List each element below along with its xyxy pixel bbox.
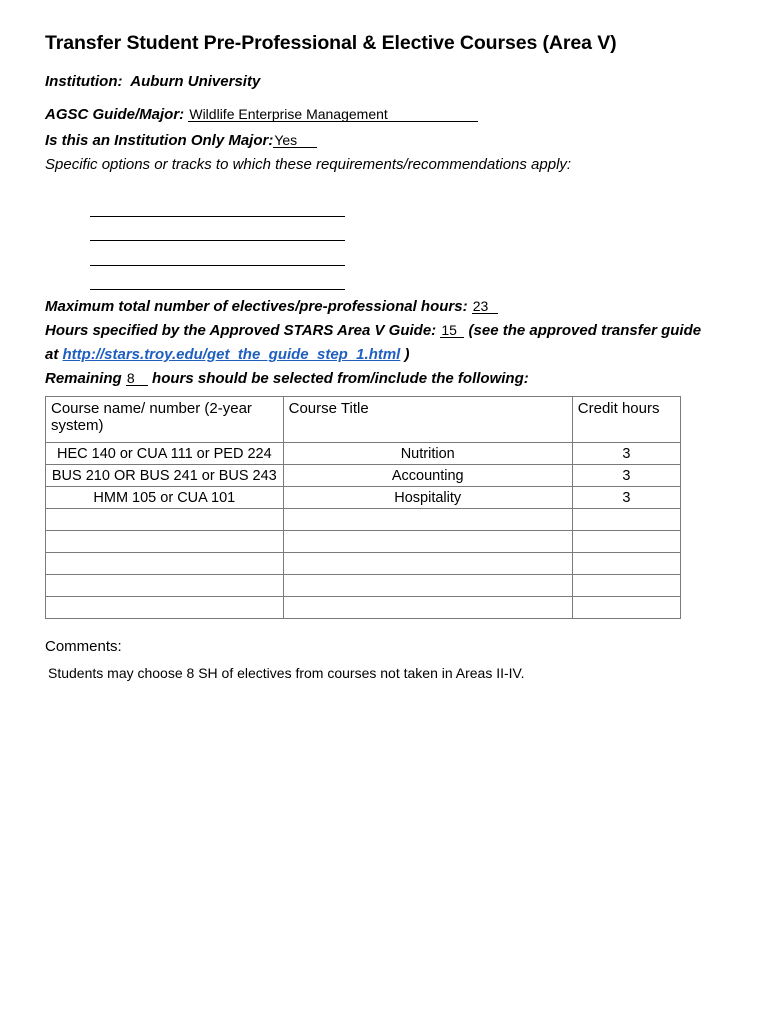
option-line[interactable] bbox=[90, 266, 345, 291]
institution-only-line bbox=[45, 132, 317, 149]
major-field[interactable] bbox=[188, 107, 478, 122]
comments-label: Comments: bbox=[45, 638, 122, 655]
credit-hours-cell[interactable]: 3 bbox=[572, 465, 680, 487]
max-hours-field[interactable] bbox=[472, 299, 498, 314]
credit-hours-cell[interactable] bbox=[572, 575, 680, 597]
institution-line bbox=[45, 73, 260, 90]
table-row bbox=[46, 465, 681, 487]
option-line[interactable] bbox=[90, 192, 345, 217]
course-name-cell[interactable] bbox=[46, 597, 284, 619]
course-name-cell[interactable] bbox=[46, 553, 284, 575]
major-value: Wildlife Enterprise Management bbox=[189, 106, 388, 122]
stars-guide-link[interactable]: http://stars.troy.edu/get_the_guide_step_1.html bbox=[62, 346, 401, 363]
institution-only-value: Yes bbox=[274, 132, 298, 148]
header-course-name: Course name/ number (2-year system) bbox=[46, 397, 284, 443]
institution-label: Institution: bbox=[45, 73, 123, 90]
remaining-label-after: hours should be selected from/include the following: bbox=[152, 370, 529, 387]
specified-hours-note: (see the approved transfer guide bbox=[468, 322, 702, 339]
table-row bbox=[46, 553, 681, 575]
comments-text[interactable]: Students may choose 8 SH of electives from courses not taken in Areas II-IV. bbox=[48, 665, 525, 681]
header-credit-hours: Credit hours bbox=[572, 397, 680, 443]
specified-hours-label: Hours specified by the Approved STARS Area V Guide: bbox=[45, 322, 437, 339]
specified-hours-value: 15 bbox=[441, 322, 457, 338]
remaining-field[interactable] bbox=[126, 371, 148, 386]
course-title-cell[interactable]: Hospitality bbox=[283, 487, 572, 509]
table-header-row bbox=[46, 397, 681, 443]
credit-hours-cell[interactable]: 3 bbox=[572, 487, 680, 509]
course-name-cell[interactable] bbox=[46, 509, 284, 531]
institution-only-field[interactable] bbox=[273, 133, 317, 148]
course-title-cell[interactable]: Nutrition bbox=[283, 443, 572, 465]
table-row bbox=[46, 575, 681, 597]
specified-hours-line bbox=[45, 322, 701, 339]
table-row bbox=[46, 487, 681, 509]
remaining-label: Remaining bbox=[45, 370, 122, 387]
remaining-line bbox=[45, 370, 529, 387]
specified-hours-field[interactable] bbox=[440, 323, 464, 338]
major-line bbox=[45, 106, 478, 123]
table-row bbox=[46, 443, 681, 465]
page-title: Transfer Student Pre-Professional & Elective Courses (Area V) bbox=[45, 32, 617, 54]
major-label: AGSC Guide/Major: bbox=[45, 106, 185, 123]
course-title-cell[interactable] bbox=[283, 553, 572, 575]
course-name-cell[interactable]: BUS 210 OR BUS 241 or BUS 243 bbox=[46, 465, 284, 487]
course-title-cell[interactable] bbox=[283, 509, 572, 531]
course-title-cell[interactable] bbox=[283, 575, 572, 597]
guide-link-line bbox=[45, 346, 410, 363]
institution-value: Auburn University bbox=[130, 73, 261, 90]
course-title-cell[interactable] bbox=[283, 531, 572, 553]
course-title-cell[interactable]: Accounting bbox=[283, 465, 572, 487]
course-name-cell[interactable] bbox=[46, 531, 284, 553]
institution-only-label: Is this an Institution Only Major: bbox=[45, 132, 274, 149]
course-name-cell[interactable]: HEC 140 or CUA 111 or PED 224 bbox=[46, 443, 284, 465]
max-hours-value: 23 bbox=[472, 298, 489, 314]
table-row bbox=[46, 531, 681, 553]
credit-hours-cell[interactable] bbox=[572, 509, 680, 531]
credit-hours-cell[interactable] bbox=[572, 553, 680, 575]
options-label: Specific options or tracks to which these requirements/recommendations apply: bbox=[45, 156, 572, 173]
table-row bbox=[46, 597, 681, 619]
max-hours-label: Maximum total number of electives/pre-professional hours: bbox=[45, 298, 468, 315]
header-course-title: Course Title bbox=[283, 397, 572, 443]
table-row bbox=[46, 509, 681, 531]
courses-table bbox=[45, 396, 681, 619]
max-hours-line bbox=[45, 298, 498, 315]
credit-hours-cell[interactable] bbox=[572, 531, 680, 553]
remaining-value: 8 bbox=[126, 370, 135, 386]
course-name-cell[interactable] bbox=[46, 575, 284, 597]
option-line[interactable] bbox=[90, 217, 345, 242]
guide-at-label: at bbox=[45, 346, 59, 363]
option-line[interactable] bbox=[90, 241, 345, 266]
credit-hours-cell[interactable] bbox=[572, 597, 680, 619]
course-name-cell[interactable]: HMM 105 or CUA 101 bbox=[46, 487, 284, 509]
options-blank-lines bbox=[90, 192, 345, 290]
credit-hours-cell[interactable]: 3 bbox=[572, 443, 680, 465]
guide-close-paren: ) bbox=[404, 346, 410, 363]
course-title-cell[interactable] bbox=[283, 597, 572, 619]
